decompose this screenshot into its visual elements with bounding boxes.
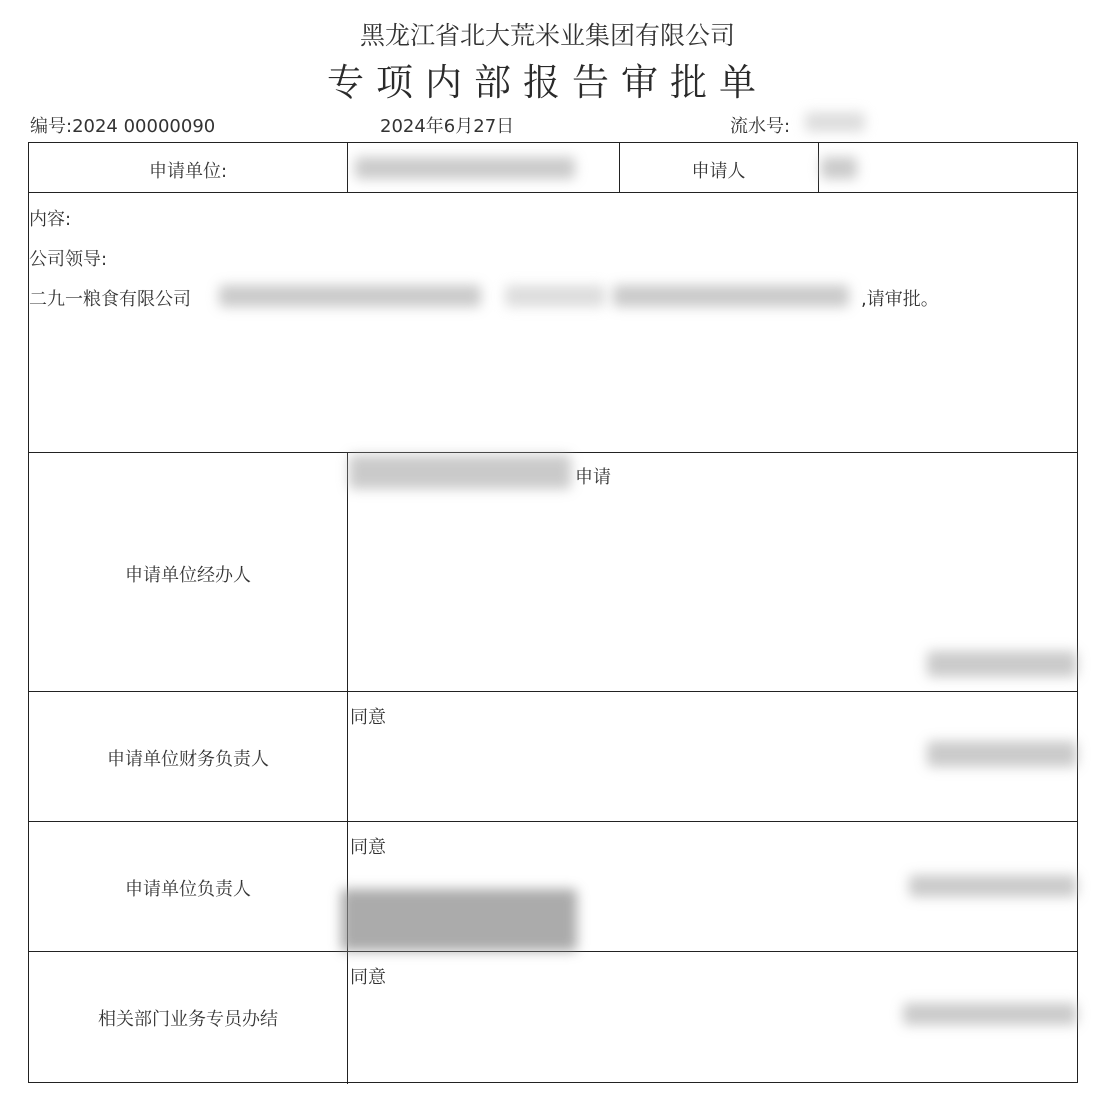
row-opinion-finance-head: 同意 xyxy=(350,707,386,728)
redacted-applicant-signature xyxy=(349,455,571,489)
form-date: 2024年6月27日 xyxy=(380,116,515,137)
content-body-suffix: ,请审批。 xyxy=(861,289,939,310)
row-opinion-dept-specialist: 同意 xyxy=(350,967,386,988)
content-label: 内容: xyxy=(29,209,72,230)
divider xyxy=(818,143,819,192)
redacted-content xyxy=(219,285,481,307)
row-opinion-handler: 申请 xyxy=(575,467,611,488)
divider xyxy=(347,143,348,192)
row-label-finance-head: 申请单位财务负责人 xyxy=(107,749,269,770)
row-label-handler: 申请单位经办人 xyxy=(125,565,251,586)
redacted-stamp xyxy=(341,889,577,951)
row-label-dept-specialist: 相关部门业务专员办结 xyxy=(98,1009,278,1030)
redacted-signature-date xyxy=(927,651,1077,677)
leader-salutation: 公司领导: xyxy=(29,249,108,270)
redacted-signature-date xyxy=(909,875,1077,897)
flow-number-label: 流水号: xyxy=(730,116,791,137)
redacted-applicant xyxy=(821,157,857,179)
row-label-unit-head: 申请单位负责人 xyxy=(125,879,251,900)
divider xyxy=(347,452,348,1084)
redacted-signature-date xyxy=(927,741,1077,767)
divider xyxy=(29,192,1077,193)
divider xyxy=(29,951,1077,952)
approval-form xyxy=(28,142,1078,1083)
applicant-unit-label: 申请单位: xyxy=(148,161,228,182)
redacted-content xyxy=(505,285,605,307)
company-name: 黑龙江省北大荒米业集团有限公司 xyxy=(359,21,735,50)
serial-label: 编号: xyxy=(30,116,73,137)
redacted-content xyxy=(613,285,849,307)
row-opinion-unit-head: 同意 xyxy=(350,837,386,858)
divider xyxy=(29,691,1077,692)
divider xyxy=(29,452,1077,453)
applicant-label: 申请人 xyxy=(691,161,746,182)
serial-value: 2024 00000090 xyxy=(72,116,216,137)
redacted-signature-date xyxy=(903,1003,1077,1025)
divider xyxy=(29,821,1077,822)
serial-number xyxy=(30,112,215,138)
redacted-flow-number xyxy=(805,112,865,132)
redacted-applicant-unit xyxy=(355,157,575,179)
content-body-prefix: 二九一粮食有限公司 xyxy=(29,289,191,310)
form-title: 专项内部报告审批单 xyxy=(327,61,768,104)
